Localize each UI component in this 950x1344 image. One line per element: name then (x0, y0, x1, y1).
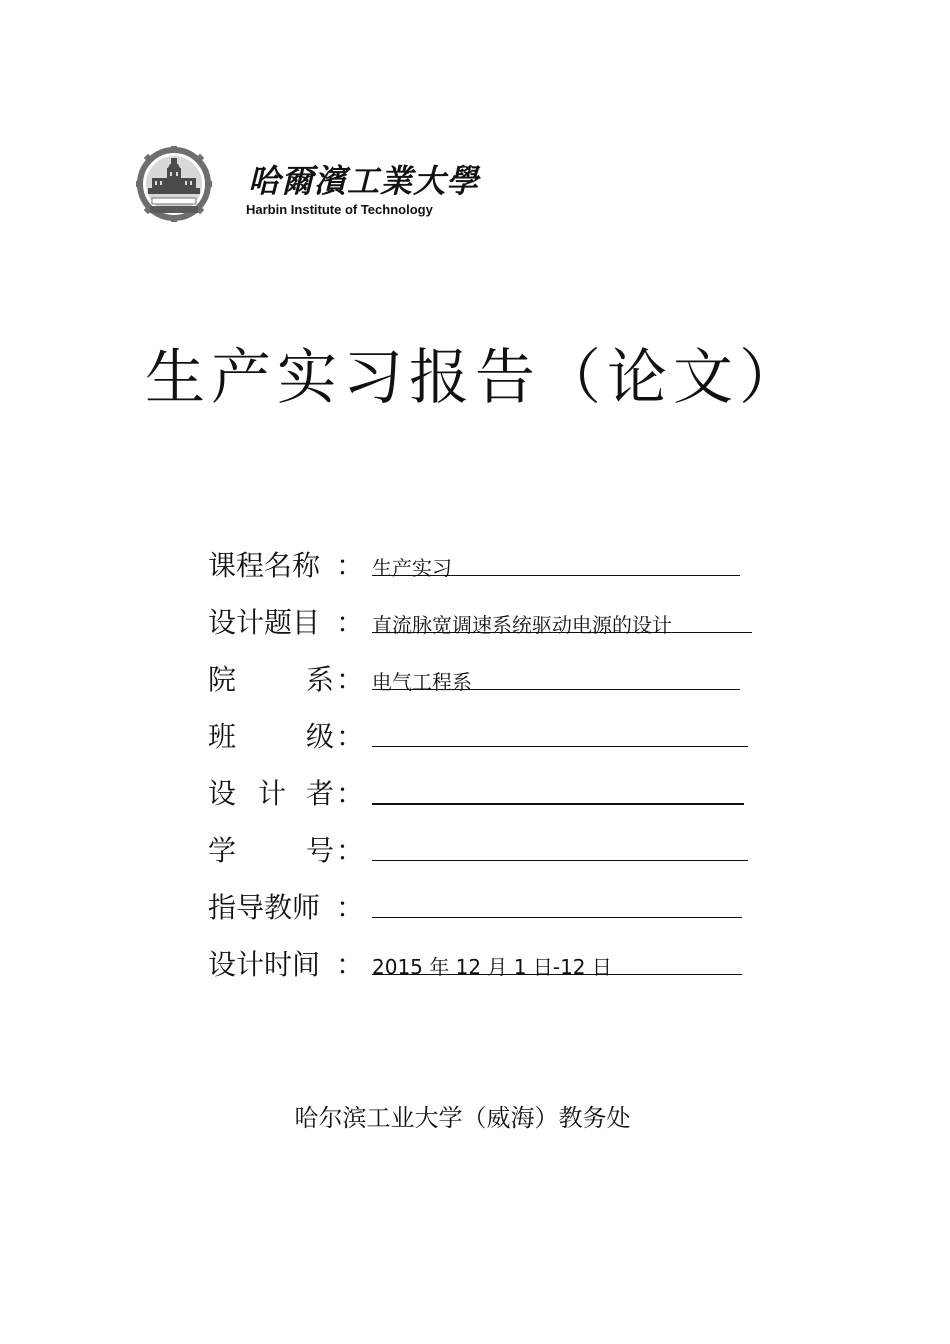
field-colon: ： (336, 891, 365, 924)
field-design-time (208, 939, 768, 996)
underline (372, 689, 740, 690)
university-name-cn: 哈爾濱工業大學 (248, 162, 480, 200)
underline (372, 917, 742, 918)
field-label-part: 系 (306, 663, 335, 696)
field-value: 生产实习 (372, 556, 452, 580)
underline (372, 803, 744, 805)
document-title: 生产实习报告（论文） (145, 343, 805, 413)
field-value: 直流脉宽调速系统驱动电源的设计 (372, 613, 672, 637)
info-fields (208, 540, 768, 996)
underline (372, 860, 748, 861)
field-label-part: 号 (306, 834, 335, 867)
field-label-part: 班 (208, 720, 237, 753)
underline (372, 575, 740, 576)
field-colon: ： (336, 777, 365, 810)
field-colon: ： (336, 720, 365, 753)
field-value: 2015 年 12 月 1 日-12 日 (372, 955, 612, 979)
field-label: 设计题目 (208, 606, 321, 639)
field-value: 电气工程系 (372, 670, 472, 694)
field-label: 设计时间 (208, 948, 321, 981)
underline (372, 746, 748, 747)
university-emblem-icon (136, 146, 212, 222)
issuing-office: 哈尔滨工业大学（威海）教务处 (294, 1104, 631, 1132)
field-label-part: 院 (208, 663, 237, 696)
field-designer (208, 768, 768, 825)
field-colon: ： (336, 549, 365, 582)
field-colon: ： (336, 834, 365, 867)
underline (372, 974, 742, 975)
field-label: 课程名称 (208, 549, 321, 582)
field-label-part: 者 (306, 777, 335, 810)
university-name-en: Harbin Institute of Technology (246, 202, 433, 217)
field-department (208, 654, 768, 711)
field-label-part: 计 (258, 777, 287, 810)
field-colon: ： (336, 606, 365, 639)
underline (372, 632, 752, 633)
field-colon: ： (336, 663, 365, 696)
field-colon: ： (336, 948, 365, 981)
field-student-id (208, 825, 768, 882)
field-advisor (208, 882, 768, 939)
field-label-part: 设 (208, 777, 237, 810)
field-design-topic (208, 597, 768, 654)
field-label: 指导教师 (208, 891, 321, 924)
field-class (208, 711, 768, 768)
field-label-part: 级 (306, 720, 335, 753)
field-course-name (208, 540, 768, 597)
field-label-part: 学 (208, 834, 237, 867)
